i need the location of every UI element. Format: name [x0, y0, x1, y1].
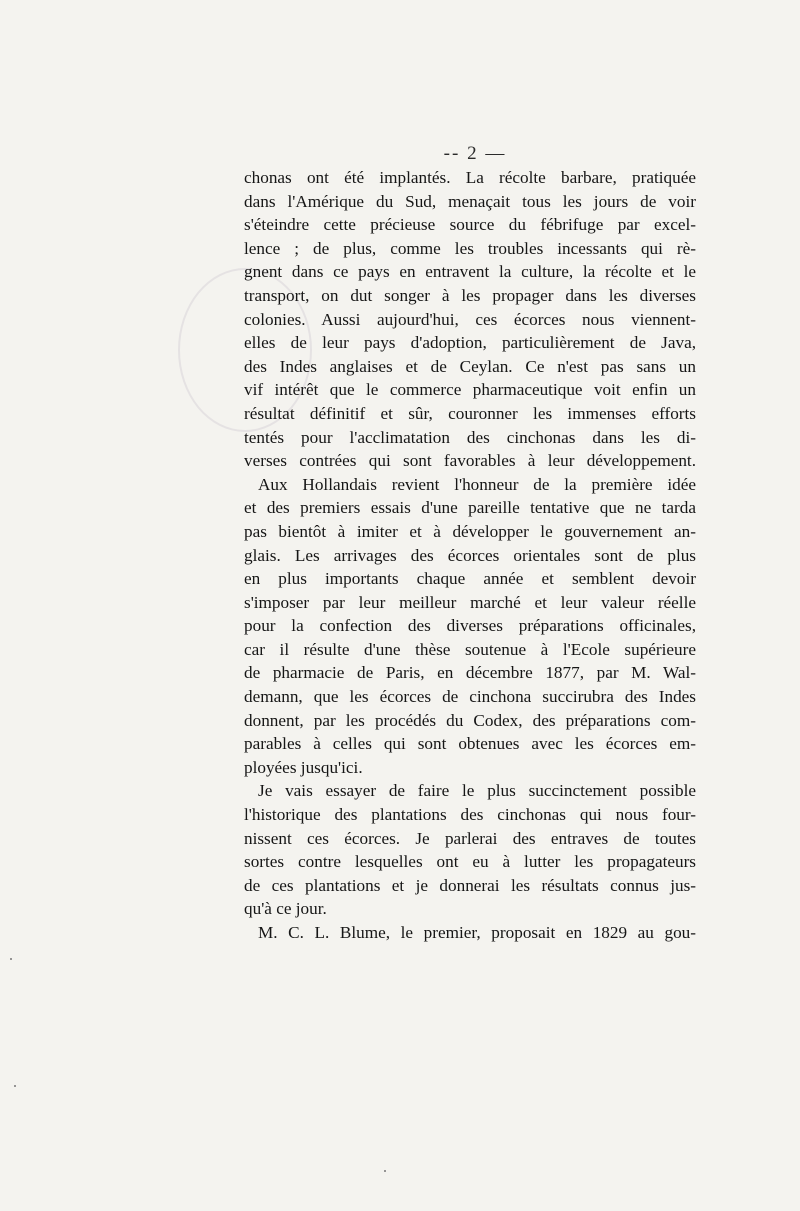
text-line: l'historique des plantations des cinchonas qui nous four-: [244, 805, 696, 825]
text-line: qu'à ce jour.: [244, 899, 327, 919]
text-line: parables à celles qui sont obtenues avec les écorces em-: [244, 734, 696, 754]
page-number: -- 2 —: [443, 143, 507, 164]
text-line: en plus importants chaque année et semblent devoir: [244, 569, 696, 589]
paragraph-first-line: M. C. L. Blume, le premier, proposait en 1829 au gou-: [258, 923, 696, 942]
text-line: des Indes anglaises et de Ceylan. Ce n'est pas sans un: [244, 356, 696, 376]
text-line: verses contrées qui sont favorables à leur développement.: [244, 451, 696, 471]
text-line: gnent dans ce pays en entravent la culture, la récolte et le: [244, 262, 696, 282]
text-line: de ces plantations et je donnerai les résultats connus jus-: [244, 875, 696, 895]
text-line: et des premiers essais d'une pareille tentative que ne tarda: [244, 498, 696, 518]
text-line: colonies. Aussi aujourd'hui, ces écorces nous viennent-: [244, 309, 696, 329]
text-line: ployées jusqu'ici.: [244, 757, 363, 777]
text-line: lence ; de plus, comme les troubles incessants qui rè-: [244, 238, 696, 258]
paper-speck: [14, 1085, 16, 1087]
text-line: donnent, par les procédés du Codex, des préparations com-: [244, 710, 696, 730]
text-line: car il résulte d'une thèse soutenue à l'Ecole supérieure: [244, 639, 696, 659]
text-line: de pharmacie de Paris, en décembre 1877, par M. Wal-: [244, 663, 696, 683]
body-text: [244, 166, 696, 945]
paper-speck: [10, 958, 12, 960]
text-line: transport, on dut songer à les propager dans les diverses: [244, 285, 696, 305]
paper-speck: [384, 1170, 386, 1172]
text-line: elles de leur pays d'adoption, particulièrement de Java,: [244, 333, 696, 353]
text-line: résultat définitif et sûr, couronner les immenses efforts: [244, 403, 696, 423]
text-line: s'imposer par leur meilleur marché et leur valeur réelle: [244, 592, 696, 612]
paragraph-first-line: Aux Hollandais revient l'honneur de la première idée: [258, 474, 696, 494]
text-line: vif intérêt que le commerce pharmaceutique voit enfin un: [244, 380, 696, 400]
text-line: pour la confection des diverses préparations officinales,: [244, 616, 696, 636]
text-line: dans l'Amérique du Sud, menaçait tous les jours de voir: [244, 191, 696, 211]
paragraph-first-line: Je vais essayer de faire le plus succinctement possible: [258, 781, 696, 801]
text-line: pas bientôt à imiter et à développer le gouvernement an-: [244, 521, 696, 541]
text-line: chonas ont été implantés. La récolte barbare, pratiquée: [244, 168, 696, 187]
text-line: tentés pour l'acclimatation des cinchonas dans les di-: [244, 427, 696, 447]
text-line: nissent ces écorces. Je parlerai des entraves de toutes: [244, 828, 696, 848]
text-line: demann, que les écorces de cinchona succirubra des Indes: [244, 687, 696, 707]
text-line: sortes contre lesquelles ont eu à lutter les propagateurs: [244, 852, 696, 872]
text-line: glais. Les arrivages des écorces orientales sont de plus: [244, 545, 696, 565]
text-line: s'éteindre cette précieuse source du fébrifuge par excel-: [244, 215, 696, 235]
